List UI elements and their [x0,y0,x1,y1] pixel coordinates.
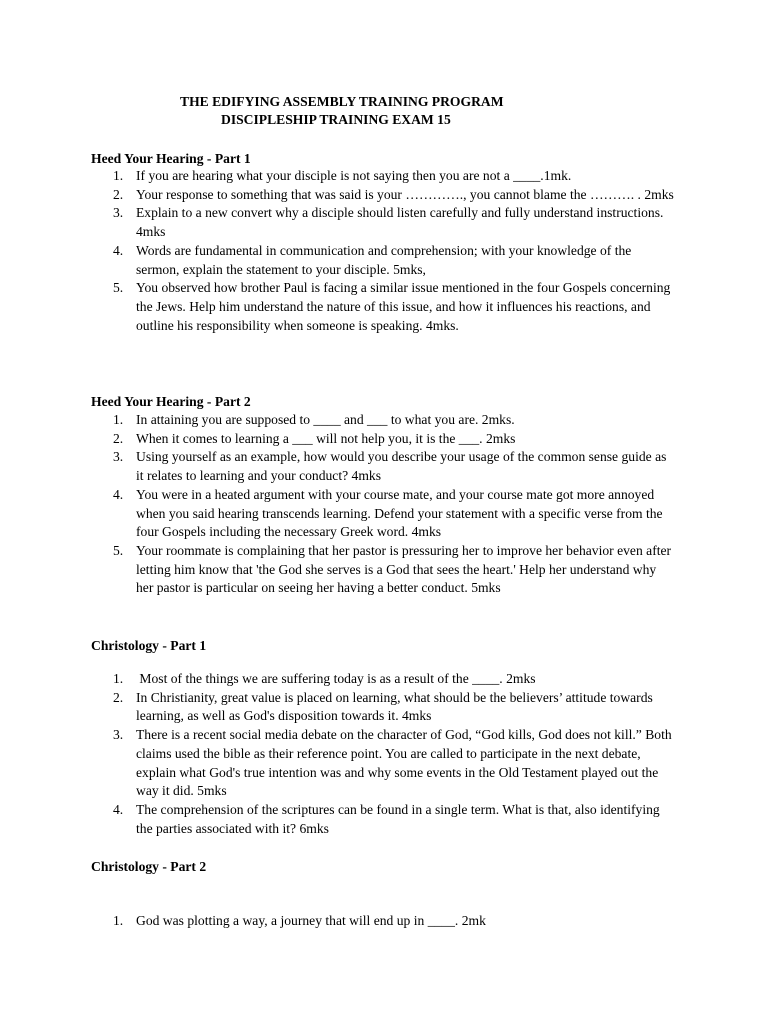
question-text: When it comes to learning a ___ will not help you, it is the ___. 2mks [136,430,516,446]
question-number: 5. [113,542,124,558]
question-item [0,486,676,542]
question-number: 2. [113,430,124,446]
question-list-christology-part-2 [0,912,768,931]
question-number: 2. [113,186,124,202]
question-number: 1. [113,168,124,183]
question-item [0,279,676,335]
question-item [0,167,676,186]
question-item [0,542,676,598]
document-subtitle: DISCIPLESHIP TRAINING EXAM 15 [221,112,451,127]
question-list-heed-part-2 [0,411,768,598]
question-text: If you are hearing what your disciple is not saying then you are not a ____.1mk. [136,168,572,183]
question-text: Explain to a new convert why a disciple should listen carefully and fully understand instructions. 4mks [136,205,664,240]
question-number: 3. [113,727,124,743]
question-list-heed-part-1 [0,167,768,335]
section-heading-heed-part-2: Heed Your Hearing - Part 2 [91,394,251,409]
question-item [0,801,676,838]
question-number: 1. [113,412,124,427]
question-item [0,411,676,430]
question-number: 2. [113,689,124,705]
question-number: 1. [113,913,124,928]
question-text: In attaining you are supposed to ____ and ___ to what you are. 2mks. [136,412,515,427]
question-number: 4. [113,801,124,817]
question-item [0,912,676,931]
question-item [0,689,676,726]
question-item [0,670,676,689]
question-item [0,726,676,801]
question-text: Using yourself as an example, how would you describe your usage of the common sense guide as it relates to learning and your conduct? 4mks [136,449,667,484]
question-text: Most of the things we are suffering today is as a result of the ____. 2mks [136,671,536,686]
question-number: 4. [113,242,124,258]
question-text: Words are fundamental in communication and comprehension; with your knowledge of the sermon, explain the statement to your disciple. 5mks, [136,242,632,277]
question-text: God was plotting a way, a journey that will end up in ____. 2mk [136,913,486,928]
section-heading-heed-part-1: Heed Your Hearing - Part 1 [91,151,251,166]
section-heading-christology-part-2: Christology - Part 2 [91,859,207,874]
question-text: You observed how brother Paul is facing a similar issue mentioned in the four Gospels concerning the Jews. Help him understand the nature of this issue, and how it influences his reactions, and outline his responsibility when someone is speaking. 4mks. [136,280,671,333]
question-item [0,204,676,241]
document-title: THE EDIFYING ASSEMBLY TRAINING PROGRAM [180,94,504,109]
section-heading-christology-part-1: Christology - Part 1 [91,638,207,653]
question-list-christology-part-1 [0,670,768,838]
question-text: The comprehension of the scriptures can be found in a single term. What is that, also identifying the parties associated with it? 6mks [136,801,660,836]
question-text: You were in a heated argument with your course mate, and your course mate got more annoyed when you said hearing transcends learning. Defend your statement with a specific verse from the four Gospels including the necessary Greek word. 4mks [136,486,663,540]
question-item [0,448,676,485]
question-item [0,242,676,279]
question-number: 5. [113,280,124,296]
question-item [0,430,676,449]
question-number: 1. [113,671,124,686]
question-number: 3. [113,449,124,465]
question-text: In Christianity, great value is placed on learning, what should be the believers’ attitude towards learning, as well as God's disposition towards it. 4mks [136,689,653,724]
question-item [0,186,676,205]
question-number: 4. [113,486,124,502]
question-text: Your response to something that was said is your …………., you cannot blame the ………. . 2mks [136,186,674,202]
question-text: There is a recent social media debate on the character of God, “God kills, God does not kill.” Both claims used the bible as their reference point. You are called to participate in the next debate, explain what God's true intention was and why some events in the Old Testament played out the way it did. 5mks [136,727,672,799]
question-number: 3. [113,205,124,221]
question-text: Your roommate is complaining that her pastor is pressuring her to improve her behavior even after letting him know that 'the God she serves is a God that sees the heart.' Help her understand why her pastor is particular on seeing her having a better conduct. 5mks [136,542,672,596]
